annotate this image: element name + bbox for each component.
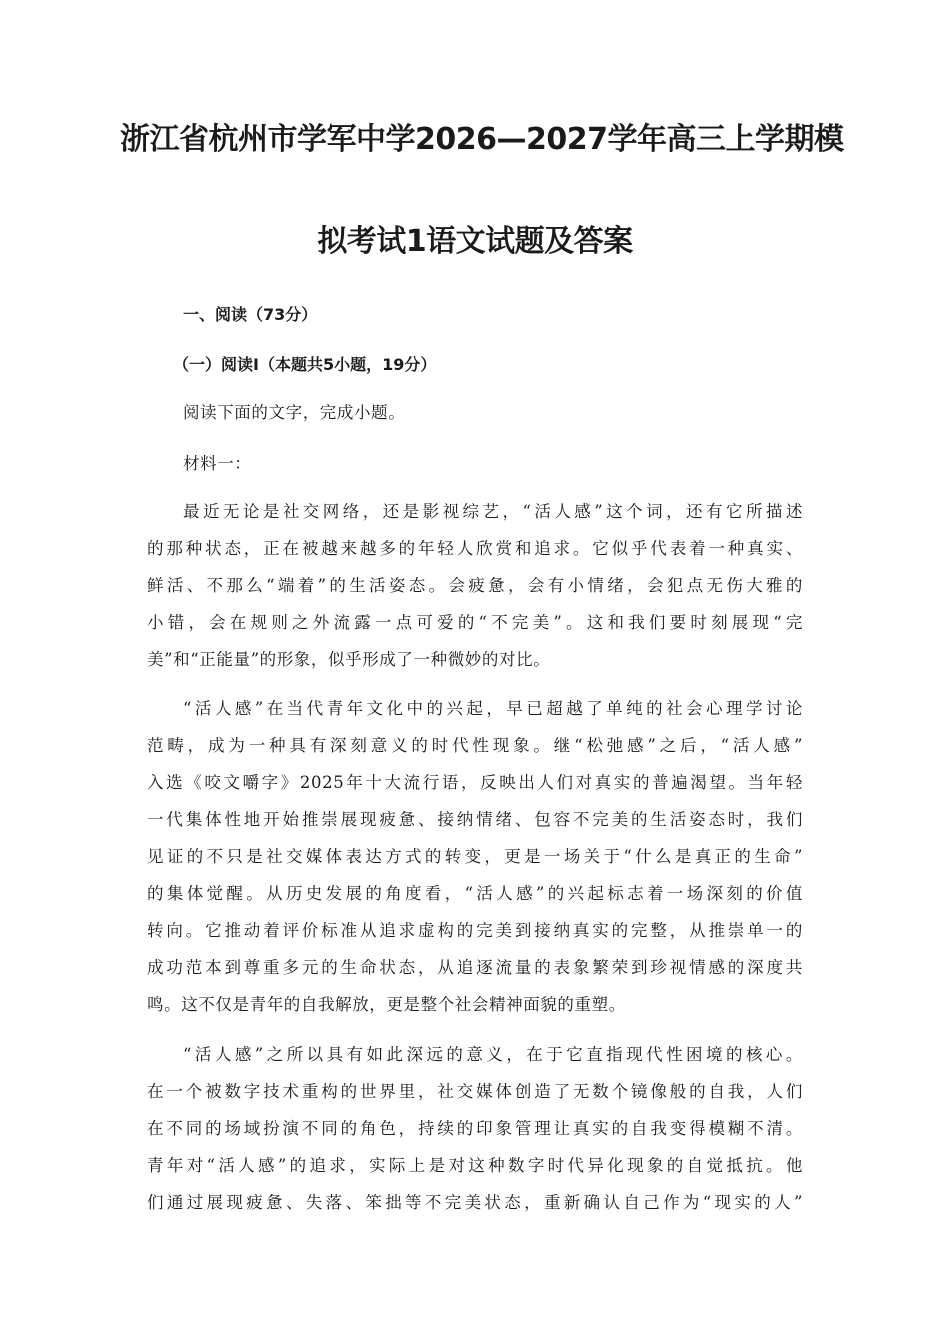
body-line: 一代集体性地开始推崇展现疲惫、接纳情绪、包容不完美的生活姿态时，我们	[147, 810, 803, 829]
body-line: 青年对“活人感”的追求，实际上是对这种数字时代异化现象的自觉抵抗。他	[147, 1156, 803, 1175]
body-line: 最近无论是社交网络，还是影视综艺，“活人感”这个词，还有它所描述	[183, 502, 803, 521]
body-line: 的那种状态，正在被越来越多的年轻人欣赏和追求。它似乎代表着一种真实、	[147, 539, 803, 558]
body-line: 在不同的场域扮演不同的角色，持续的印象管理让真实的自我变得模糊不清。	[147, 1119, 803, 1138]
body-line: 美”和“正能量”的形象，似乎形成了一种微妙的对比。	[147, 650, 551, 669]
body-line: 小错，会在规则之外流露一点可爱的“不完美”。这和我们要时刻展现“完	[147, 613, 803, 632]
section-heading: 一、阅读（73分）	[183, 305, 318, 324]
body-line: 范畴，成为一种具有深刻意义的时代性现象。继“松弛感”之后，“活人感”	[147, 736, 803, 755]
material-label: 材料一：	[183, 454, 252, 473]
body-line: “活人感”之所以具有如此深远的意义，在于它直指现代性困境的核心。	[183, 1045, 803, 1064]
document-title-line-1: 浙江省杭州市学军中学2026—2027学年高三上学期模	[120, 122, 844, 157]
body-line: 鲜活、不那么“端着”的生活姿态。会疲惫，会有小情绪，会犯点无伤大雅的	[147, 576, 803, 595]
body-line: 的集体觉醒。从历史发展的角度看，“活人感”的兴起标志着一场深刻的价值	[147, 884, 803, 903]
subsection-heading: （一）阅读Ⅰ（本题共5小题，19分）	[173, 355, 437, 374]
body-line: 鸣。这不仅是青年的自我解放，更是整个社会精神面貌的重塑。	[147, 995, 626, 1014]
body-line: 们通过展现疲惫、失落、笨拙等不完美状态，重新确认自己作为“现实的人”	[147, 1193, 803, 1212]
instruction-text: 阅读下面的文字，完成小题。	[183, 403, 406, 422]
body-line: “活人感”在当代青年文化中的兴起，早已超越了单纯的社会心理学讨论	[183, 699, 803, 718]
body-line: 转向。它推动着评价标准从追求虚构的完美到接纳真实的完整，从推崇单一的	[147, 921, 803, 940]
body-line: 成功范本到尊重多元的生命状态，从追逐流量的表象繁荣到珍视情感的深度共	[147, 958, 803, 977]
body-line: 入选《咬文嚼字》2025年十大流行语，反映出人们对真实的普遍渴望。当年轻	[147, 773, 803, 792]
body-line: 见证的不只是社交媒体表达方式的转变，更是一场关于“什么是真正的生命”	[147, 847, 803, 866]
document-title-line-2: 拟考试1语文试题及答案	[317, 224, 633, 259]
body-line: 在一个被数字技术重构的世界里，社交媒体创造了无数个镜像般的自我，人们	[147, 1082, 803, 1101]
